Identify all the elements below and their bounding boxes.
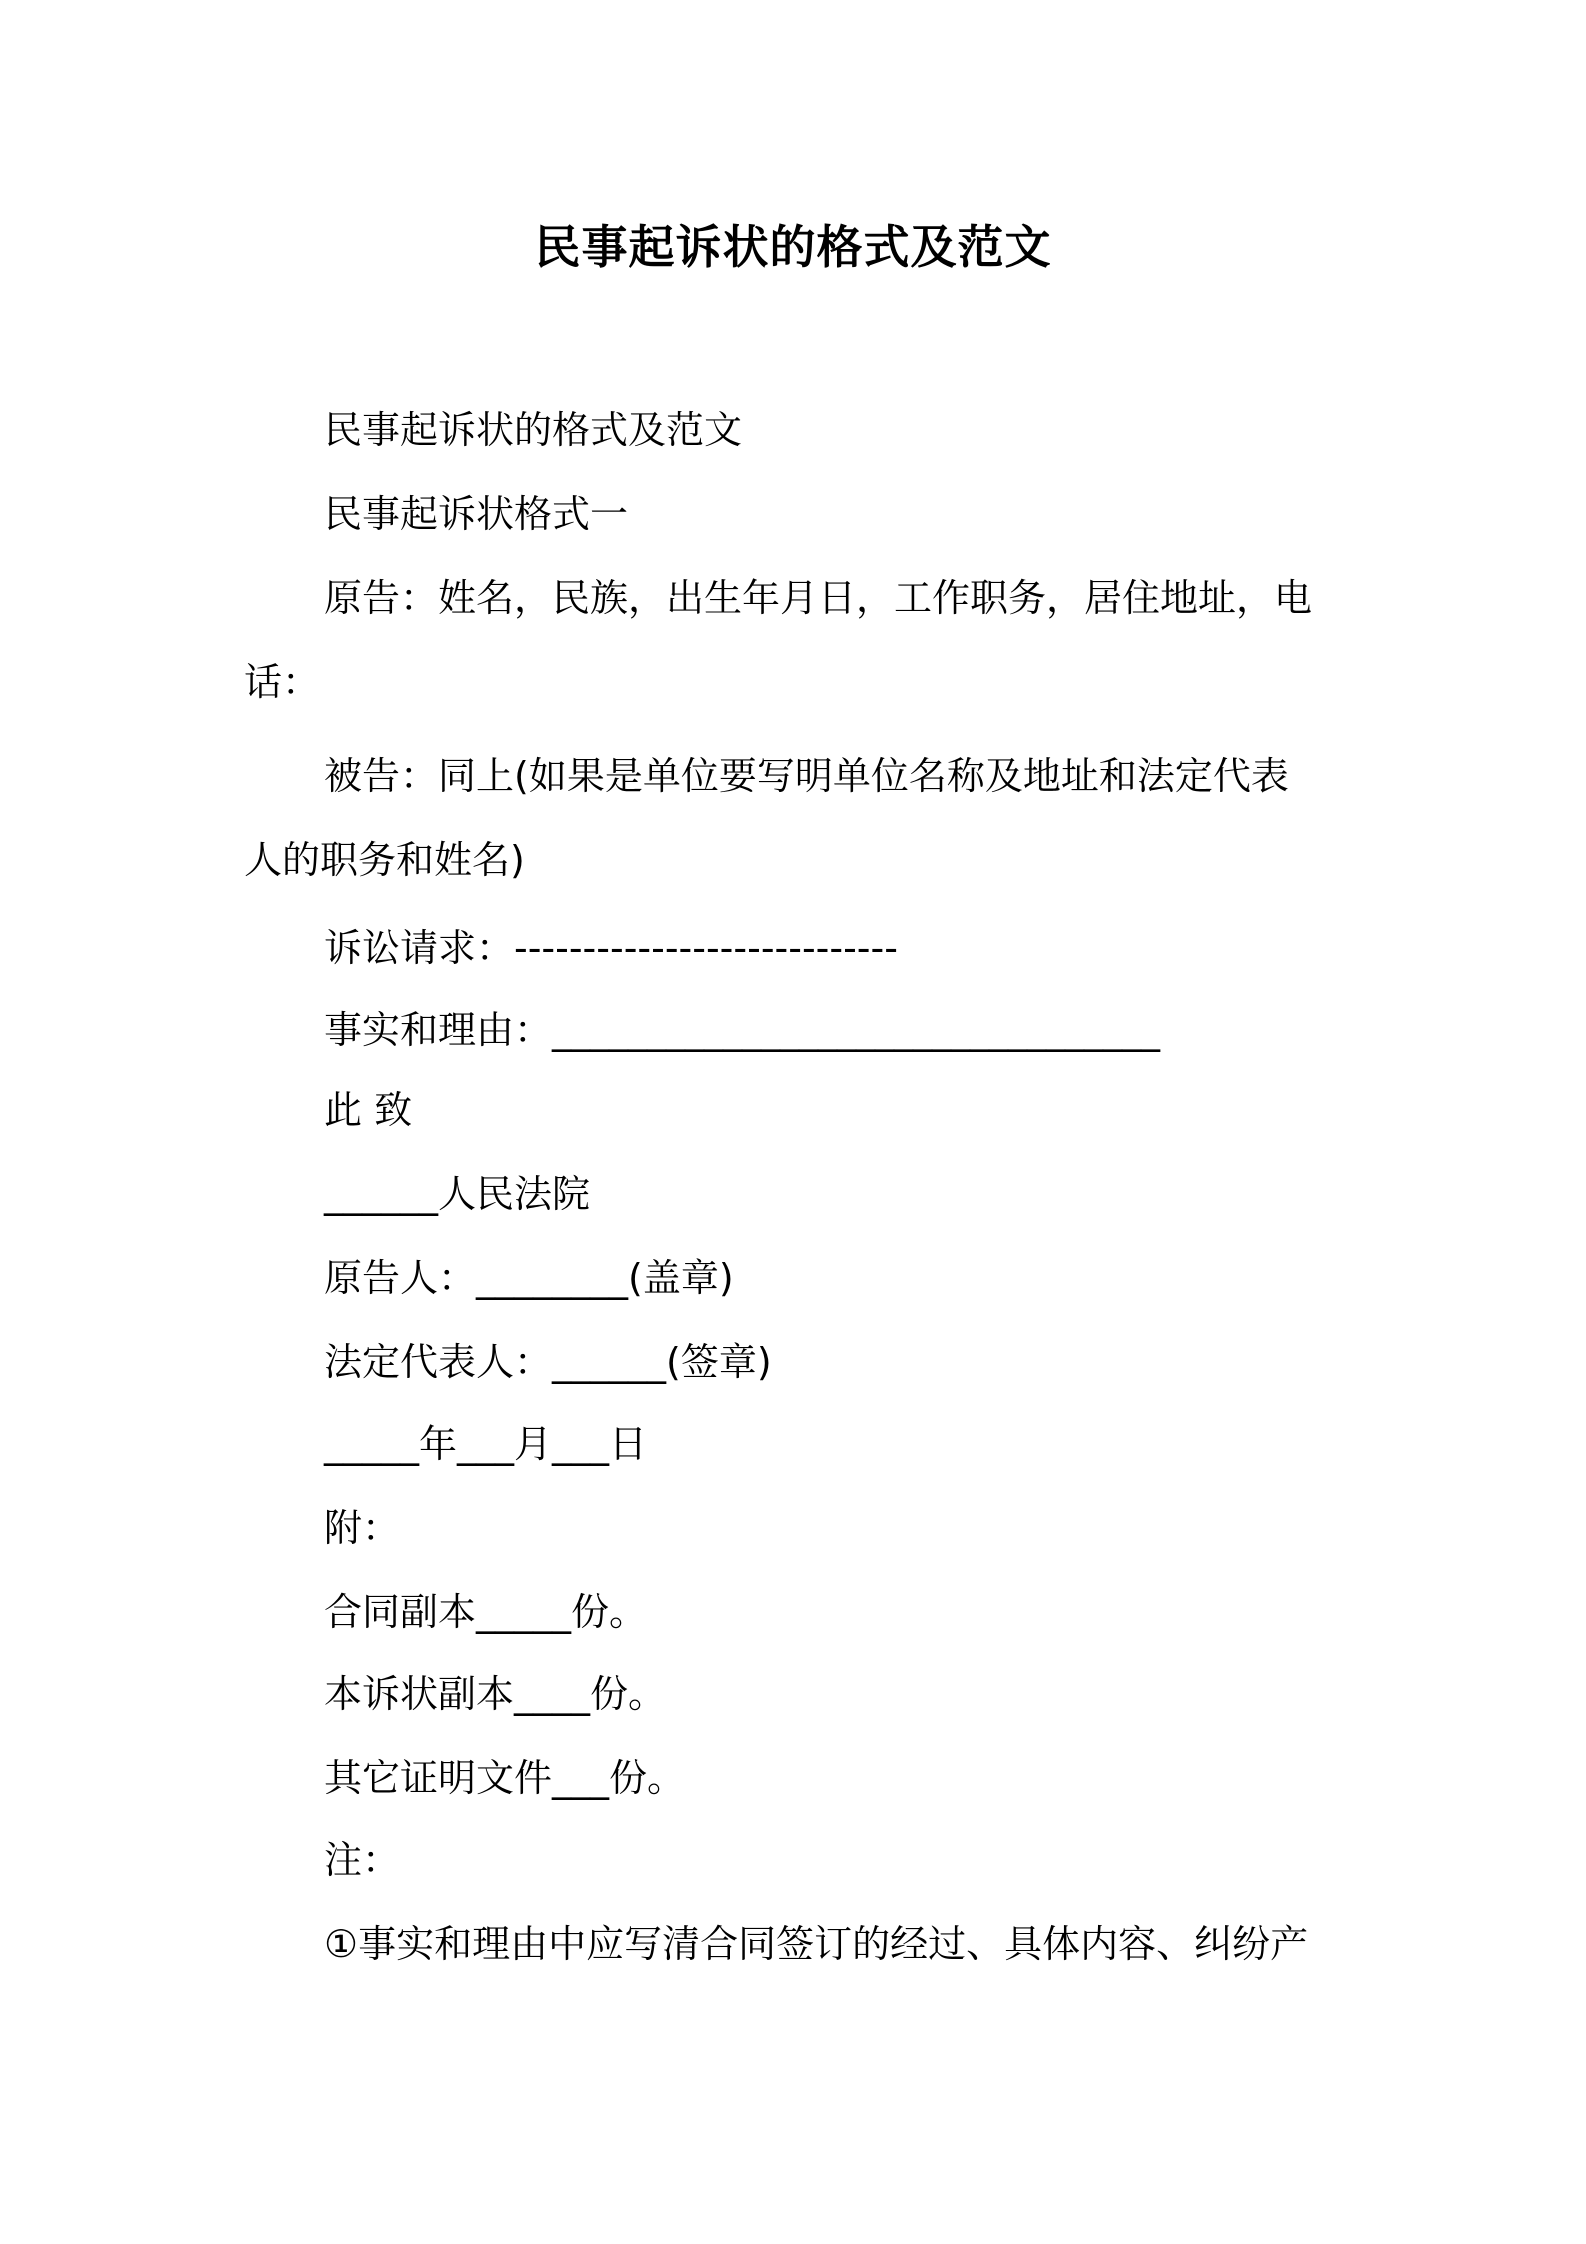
body-line-defendant: 被告：同上(如果是单位要写明单位名称及地址和法定代表 [324,754,1289,798]
body-line-complaint-copy: 本诉状副本____份。 [324,1672,667,1716]
body-line-plaintiff-cont: 话： [244,660,321,704]
body-line-facts: 事实和理由：________________________________ [324,1008,1161,1052]
body-line-court: ______人民法院 [324,1172,591,1216]
body-line-plaintiff-sign: 原告人：________(盖章) [324,1256,734,1300]
body-line-salutation: 此 致 [324,1088,413,1132]
body-line-note-1: ①事实和理由中应写清合同签订的经过、具体内容、纠纷产 [324,1922,1309,1966]
body-line-format-one: 民事起诉状格式一 [324,492,629,536]
body-line-claims: 诉讼请求：---------------------------- [324,926,898,970]
body-line-other-evidence: 其它证明文件___份。 [324,1756,686,1800]
body-line-contract-copy: 合同副本_____份。 [324,1590,648,1634]
body-line-note: 注： [324,1838,401,1882]
document-title: 民事起诉状的格式及范文 [534,220,1052,274]
body-line-legal-rep-sign: 法定代表人：______(签章) [324,1340,772,1384]
body-line-attachments: 附： [324,1506,401,1550]
body-line-plaintiff: 原告：姓名，民族，出生年月日，工作职务，居住地址，电 [324,576,1313,620]
body-line-date: _____年___月___日 [324,1422,648,1466]
body-line-heading: 民事起诉状的格式及范文 [324,408,743,452]
body-line-defendant-cont: 人的职务和姓名) [244,838,525,882]
